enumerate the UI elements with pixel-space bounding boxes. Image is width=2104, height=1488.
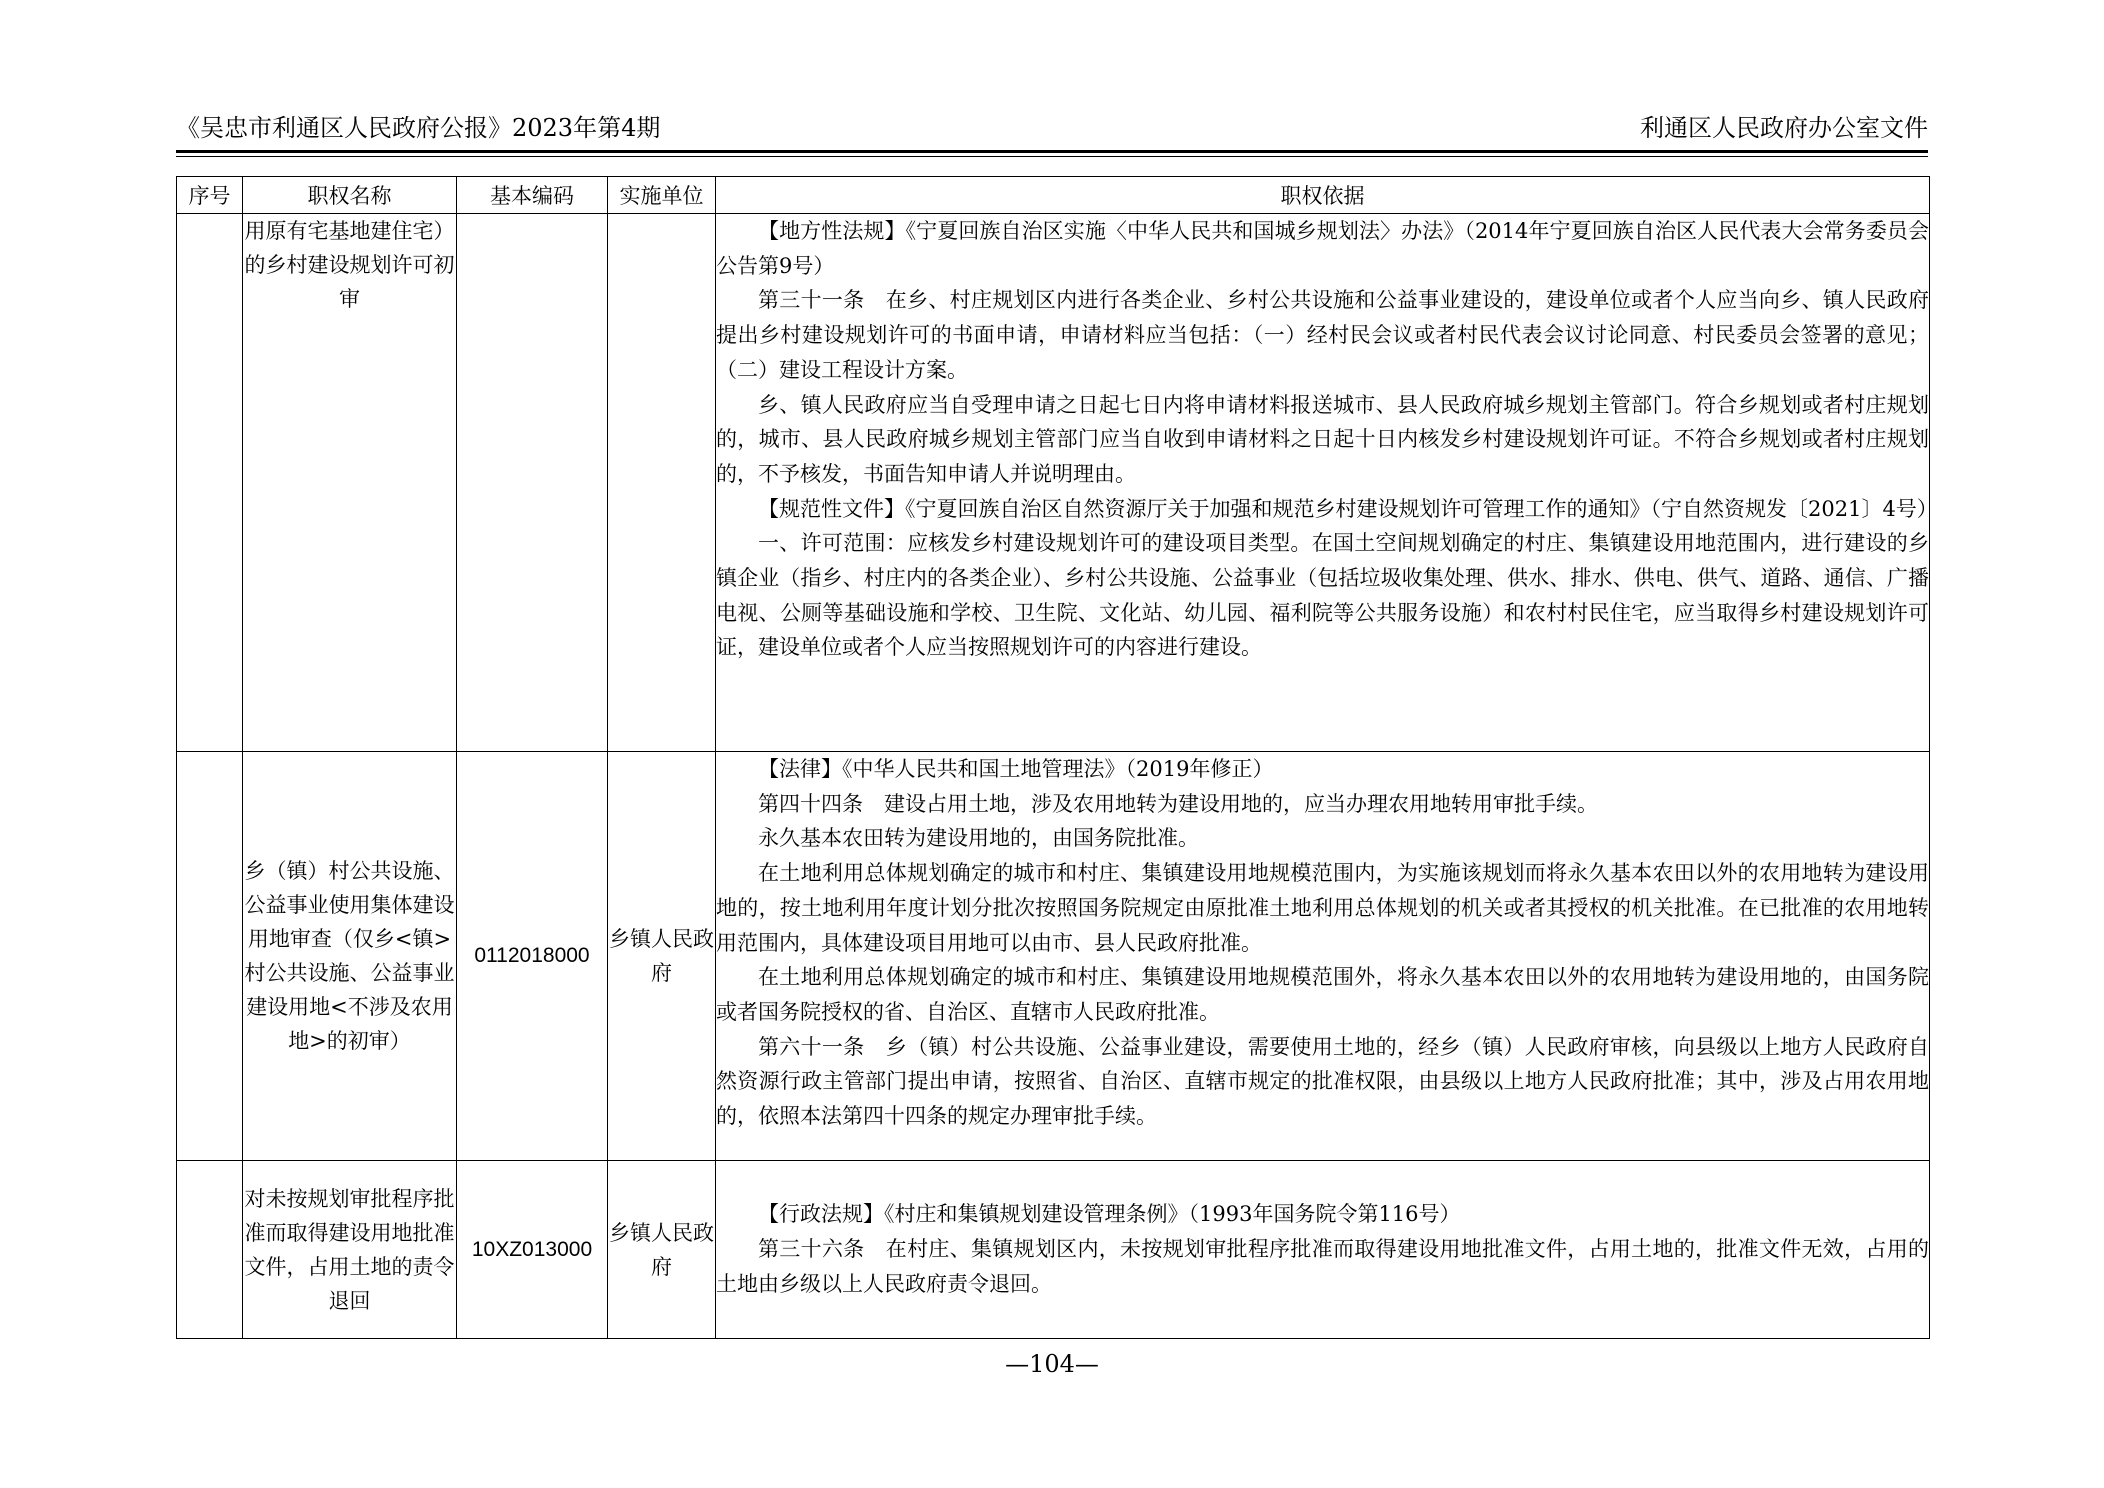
row-seq-cell [177, 214, 243, 752]
authority-name-cell: 用原有宅基地建住宅）的乡村建设规划许可初审 [243, 214, 457, 752]
legal-basis-cell [716, 752, 1930, 1161]
basis-paragraph: 【行政法规】《村庄和集镇规划建设管理条例》（1993年国务院令第116号） [758, 1202, 1461, 1227]
header-office-name: 利通区人民政府办公室文件 [1640, 114, 1928, 142]
basis-paragraph: 第三十一条 在乡、村庄规划区内进行各类企业、乡村公共设施和公益事业建设的，建设单位或者个人应当向乡、镇人民政府提出乡村建设规划许可的书面申请，申请材料应当包括：（一）经村民会议或者村民代表会议讨论同意、村民委员会签署的意见；（二）建设工程设计方案。 [716, 288, 1929, 382]
authority-table [176, 176, 1938, 1339]
table-row [177, 1161, 1930, 1339]
basis-paragraph: 【法律】《中华人民共和国土地管理法》（2019年修正） [758, 757, 1274, 781]
authority-name-cell: 对未按规划审批程序批准而取得建设用地批准文件，占用土地的责令退回 [243, 1161, 457, 1339]
basis-paragraph: 第六十一条 乡（镇）村公共设施、公益事业建设，需要使用土地的，经乡（镇）人民政府审核，向县级以上地方人民政府自然资源行政主管部门提出申请，按照省、自治区、直辖市规定的批准权限，由县级以上地方人民政府批准；其中，涉及占用农用地的，依照本法第四十四条的规定办理审批手续。 [716, 1034, 1929, 1129]
basis-paragraph: 【规范性文件】《宁夏回族自治区自然资源厅关于加强和规范乡村建设规划许可管理工作的通知》（宁自然资规发〔2021〕4号） [758, 496, 1938, 521]
header-rule-thick [176, 150, 1928, 153]
page-number: —104— [1005, 1350, 1099, 1378]
implementing-unit-cell [608, 214, 716, 752]
basic-code-cell: 10XZ013000 [457, 1161, 608, 1339]
basic-code-cell: 0112018000 [457, 752, 608, 1161]
row-seq-cell [177, 1161, 243, 1339]
column-header-basis: 职权依据 [716, 177, 1930, 214]
basis-paragraph: 一、许可范围：应核发乡村建设规划许可的建设项目类型。在国土空间规划确定的村庄、集镇建设用地范围内，进行建设的乡镇企业（指乡、村庄内的各类企业）、乡村公共设施、公益事业（包括垃圾收集处理、供水、排水、供电、供气、道路、通信、广播电视、公厕等基础设施和学校、卫生院、文化站、幼儿园、福利院等公共服务设施）和农村村民住宅，应当取得乡村建设规划许可证，建设单位或者个人应当按照规划许可的内容进行建设。 [716, 531, 1929, 660]
authority-name-cell: 乡（镇）村公共设施、公益事业使用集体建设用地审查（仅乡<镇>村公共设施、公益事业建设用地<不涉及农用地>的初审） [243, 752, 457, 1161]
table-row [177, 214, 1930, 752]
column-header-seq: 序号 [177, 177, 243, 214]
table-row [177, 752, 1930, 1161]
basis-paragraph: 在土地利用总体规划确定的城市和村庄、集镇建设用地规模范围内，为实施该规划而将永久基本农田以外的农用地转为建设用地的，按土地利用年度计划分批次按照国务院规定由原批准土地利用总体规划的机关或者其授权的机关批准。在已批准的农用地转用范围内，具体建设项目用地可以由市、县人民政府批准。 [716, 861, 1929, 955]
table-header-row [177, 177, 1930, 214]
implementing-unit-cell: 乡镇人民政府 [608, 752, 716, 1161]
basis-paragraph: 第四十四条 建设占用土地，涉及农用地转为建设用地的，应当办理农用地转用审批手续。 [758, 791, 1598, 816]
header-publication-title: 《吴忠市利通区人民政府公报》2023年第4期 [176, 114, 661, 142]
column-header-code: 基本编码 [457, 177, 608, 214]
basic-code-cell [457, 214, 608, 752]
column-header-name: 职权名称 [243, 177, 457, 214]
header-rule-thin [176, 156, 1928, 157]
legal-basis-cell [716, 214, 1938, 752]
row-seq-cell [177, 752, 243, 1161]
basis-paragraph: 在土地利用总体规划确定的城市和村庄、集镇建设用地规模范围外，将永久基本农田以外的农用地转为建设用地的，由国务院或者国务院授权的省、自治区、直辖市人民政府批准。 [716, 965, 1929, 1024]
basis-paragraph: 永久基本农田转为建设用地的，由国务院批准。 [758, 826, 1199, 851]
implementing-unit-cell: 乡镇人民政府 [608, 1161, 716, 1339]
basis-paragraph: 乡、镇人民政府应当自受理申请之日起七日内将申请材料报送城市、县人民政府城乡规划主管部门。符合乡规划或者村庄规划的，城市、县人民政府城乡规划主管部门应当自收到申请材料之日起十日内核发乡村建设规划许可证。不符合乡规划或者村庄规划的，不予核发，书面告知申请人并说明理由。 [716, 392, 1929, 486]
legal-basis-cell [716, 1161, 1930, 1339]
basis-paragraph: 第三十六条 在村庄、集镇规划区内，未按规划审批程序批准而取得建设用地批准文件，占用土地的，批准文件无效，占用的土地由乡级以上人民政府责令退回。 [716, 1237, 1929, 1296]
column-header-unit: 实施单位 [608, 177, 716, 214]
basis-paragraph: 【地方性法规】《宁夏回族自治区实施〈中华人民共和国城乡规划法〉办法》（2014年宁夏回族自治区人民代表大会常务委员会公告第9号） [716, 219, 1929, 278]
